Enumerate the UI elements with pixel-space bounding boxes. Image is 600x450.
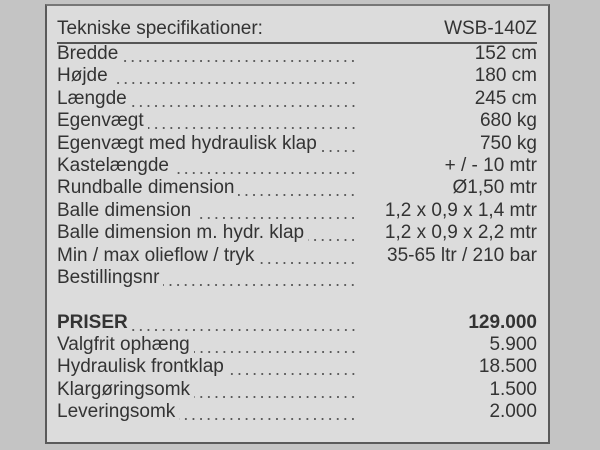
row-value: 5.900 xyxy=(489,334,537,356)
dot-leader xyxy=(132,312,357,334)
row-label: Egenvægt xyxy=(57,110,144,132)
row-label: Klargøringsomk xyxy=(57,378,191,400)
spec-row xyxy=(57,401,537,423)
dot-leader xyxy=(195,200,357,222)
row-value: 180 cm xyxy=(474,65,537,87)
spec-panel xyxy=(45,4,550,444)
row-label: Rundballe dimension xyxy=(57,177,235,199)
row-label: Balle dimension xyxy=(57,199,192,221)
spec-row xyxy=(57,379,537,401)
spec-row xyxy=(57,110,537,132)
dot-leader xyxy=(179,401,357,423)
dot-leader xyxy=(194,334,357,356)
row-label: Balle dimension m. hydr. klap xyxy=(57,222,305,244)
row-value: Ø1,50 mtr xyxy=(452,177,537,199)
dot-leader xyxy=(148,110,357,132)
row-value: 18.500 xyxy=(478,356,537,378)
spec-row xyxy=(57,222,537,244)
row-value: 2.000 xyxy=(489,401,537,423)
row-value: 129.000 xyxy=(468,311,537,333)
row-value: 1,2 x 0,9 x 2,2 mtr xyxy=(384,222,537,244)
spec-header xyxy=(57,16,537,44)
row-value: 750 kg xyxy=(479,132,537,154)
row-label: Længde xyxy=(57,87,127,109)
row-label: Højde xyxy=(57,65,108,87)
row-value: 245 cm xyxy=(474,87,537,109)
dot-leader xyxy=(228,356,357,378)
row-label: Bredde xyxy=(57,43,119,64)
spec-row xyxy=(57,245,537,267)
spec-title: Tekniske specifikationer: xyxy=(57,18,263,39)
row-label: Leveringsomk xyxy=(57,401,176,423)
row-value: 1.500 xyxy=(489,378,537,400)
model-name: WSB-140Z xyxy=(444,18,537,39)
dot-leader xyxy=(238,177,357,199)
dot-leader xyxy=(321,133,357,155)
dot-leader xyxy=(194,379,357,401)
spec-row xyxy=(57,133,537,155)
row-label: Kastelængde xyxy=(57,154,169,176)
spec-row xyxy=(57,177,537,199)
row-label: Valgfrit ophæng xyxy=(57,334,190,356)
row-value xyxy=(357,267,537,289)
spec-row xyxy=(57,155,537,177)
row-value: 35-65 ltr / 210 bar xyxy=(387,244,537,266)
dot-leader xyxy=(173,155,357,177)
row-label: Egenvægt med hydraulisk klap xyxy=(57,132,317,154)
row-value: + / - 10 mtr xyxy=(444,154,537,176)
spec-row xyxy=(57,200,537,222)
spec-table xyxy=(57,43,537,424)
row-label: Min / max olieflow / tryk xyxy=(57,244,255,266)
spec-row xyxy=(57,312,537,334)
dot-leader xyxy=(122,43,357,65)
spec-row xyxy=(57,43,537,65)
spec-row xyxy=(57,65,537,87)
row-label: Hydraulisk frontklap xyxy=(57,356,224,378)
row-label: Bestillingsnr xyxy=(57,266,160,288)
spacer xyxy=(57,289,537,311)
dot-leader xyxy=(112,65,357,87)
spec-row xyxy=(57,267,537,289)
row-value: 1,2 x 0,9 x 1,4 mtr xyxy=(384,199,537,221)
dot-leader xyxy=(308,222,357,244)
dot-leader xyxy=(258,245,357,267)
dot-leader xyxy=(163,267,357,289)
spec-row xyxy=(57,334,537,356)
row-label: PRISER xyxy=(57,311,128,333)
row-value: 680 kg xyxy=(479,110,537,132)
spec-row xyxy=(57,88,537,110)
row-value: 152 cm xyxy=(474,43,537,64)
spec-row xyxy=(57,356,537,378)
dot-leader xyxy=(131,88,357,110)
